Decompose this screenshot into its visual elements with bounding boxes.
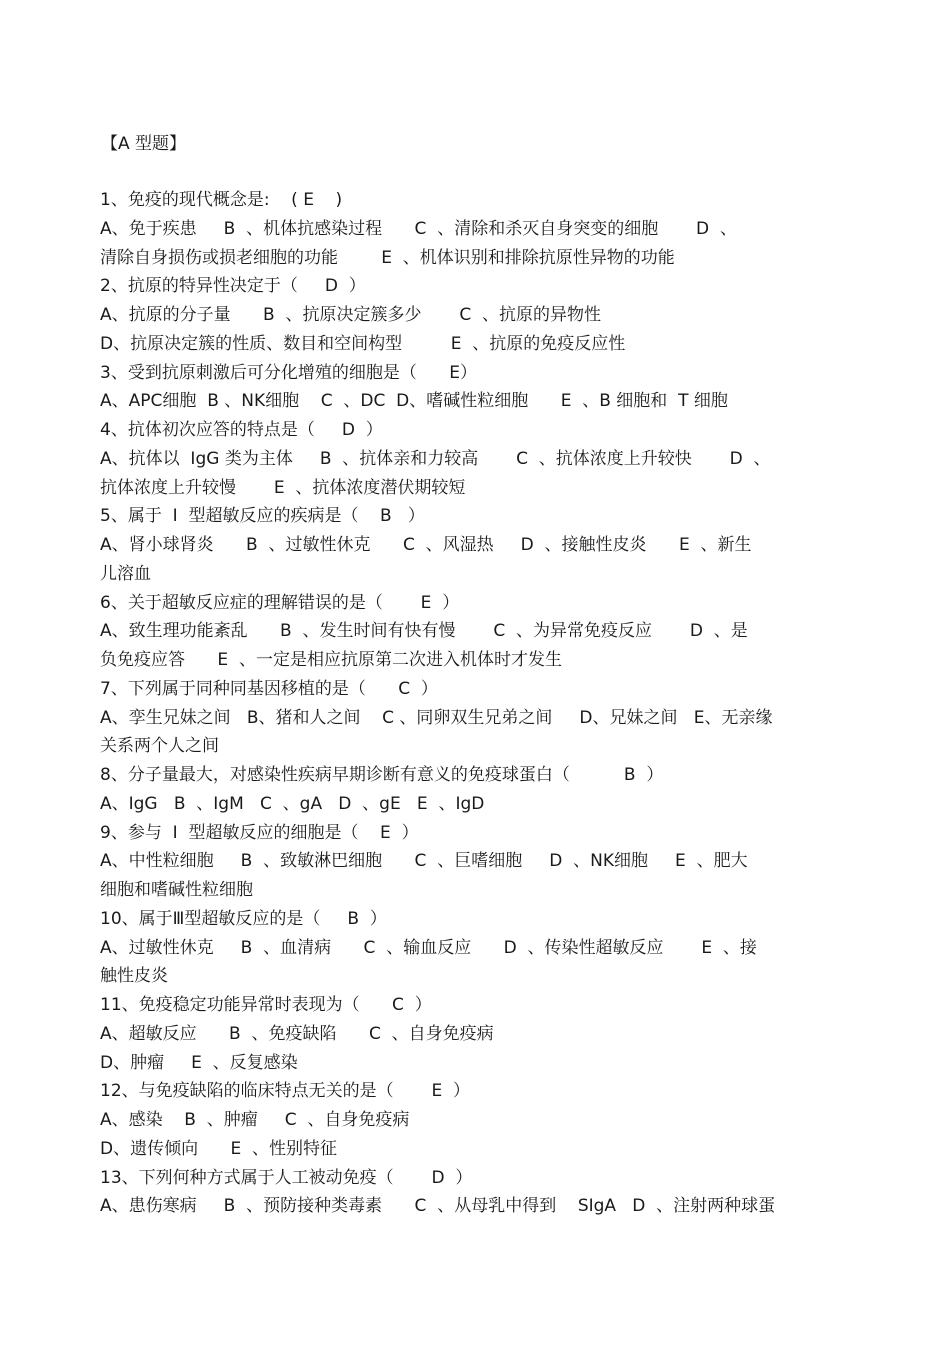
text-line: 儿溶血 [100,563,151,584]
text-line: 3、受到抗原刺激后可分化增殖的细胞是（ E） [100,362,477,383]
text-line: 6、关于超敏反应症的理解错误的是（ E ） [100,592,460,613]
text-line: A、超敏反应 B 、免疫缺陷 C 、自身免疫病 [100,1023,494,1044]
text-line: 关系两个人之间 [100,736,219,757]
text-line: A、致生理功能紊乱 B 、发生时间有快有慢 C 、为异常免疫反应 D 、是 [100,621,748,642]
text-line: 9、参与 I 型超敏反应的细胞是（ E ） [100,822,419,843]
text-line: D、遗传倾向 E 、性别特征 [100,1138,338,1159]
text-line: 4、抗体初次应答的特点是（ D ） [100,420,383,440]
text-line: 11、免疫稳定功能异常时表现为（ C ） [100,995,432,1015]
text-line: D、抗原决定簇的性质、数目和空间构型 E 、抗原的免疫反应性 [100,333,626,354]
text-line: A、孪生兄妹之间 B、猪和人之间 C 、同卵双生兄弟之间 D、兄妹之间 E、无亲缘 [100,707,773,728]
text-line: 12、与免疫缺陷的临床特点无关的是（ E ） [100,1081,471,1102]
text-line: 5、属于 I 型超敏反应的疾病是（ B ） [100,506,425,527]
text-line: A、感染 B 、肿瘤 C 、自身免疫病 [100,1110,410,1130]
text-line: A、肾小球肾炎 B 、过敏性休克 C 、风湿热 D 、接触性皮炎 E 、新生 [100,535,752,555]
text-line: 13、下列何种方式属于人工被动免疫（ D ） [100,1167,473,1188]
text-line: A、抗原的分子量 B 、抗原决定簇多少 C 、抗原的异物性 [100,305,602,325]
text-line: A、APC细胞 B 、NK细胞 C 、DC D、嗜碱性粒细胞 E 、B 细胞和 T 细胞 [100,391,728,412]
text-line: 清除自身损伤或损老细胞的功能 E 、机体识别和排除抗原性异物的功能 [100,247,675,268]
text-line: 触性皮炎 [100,966,168,987]
text-line: A、中性粒细胞 B 、致敏淋巴细胞 C 、巨嗜细胞 D 、NK细胞 E 、肥大 [100,851,748,872]
text-line: 8、分子量最大，对感染性疾病早期诊断有意义的免疫球蛋白（ B ） [100,765,664,785]
text-line: A、抗体以 IgG 类为主体 B 、抗体亲和力较高 C 、抗体浓度上升较快 D 、 [100,448,771,469]
text-line: 7、下列属于同种同基因移植的是（ C ） [100,678,438,699]
text-line: A、患伤寒病 B 、预防接种类毒素 C 、从母乳中得到 SIgA D 、注射两种球蛋 [100,1196,776,1217]
text-line: 1、免疫的现代概念是: ( E ) [100,190,343,210]
section-heading: 【A 型题】 [101,134,187,154]
text-line: 细胞和嗜碱性粒细胞 [100,880,253,900]
text-line: A、IgG B 、IgM C 、gA D 、gE E 、IgD [100,793,485,814]
text-line: 2、抗原的特异性决定于（ D ） [100,276,366,297]
question-text-block [100,186,840,1221]
text-line: 抗体浓度上升较慢 E 、抗体浓度潜伏期较短 [100,477,466,498]
text-line: D、肿瘤 E 、反复感染 [100,1052,298,1073]
text-line: A、免于疾患 B 、机体抗感染过程 C 、清除和杀灭自身突变的细胞 D 、 [100,218,737,239]
text-line: 10、属于Ⅲ型超敏反应的是（ B ） [100,908,387,929]
text-line: A、过敏性休克 B 、血清病 C 、输血反应 D 、传染性超敏反应 E 、接 [100,937,757,958]
text-line: 负免疫应答 E 、一定是相应抗原第二次进入机体时才发生 [100,650,562,670]
